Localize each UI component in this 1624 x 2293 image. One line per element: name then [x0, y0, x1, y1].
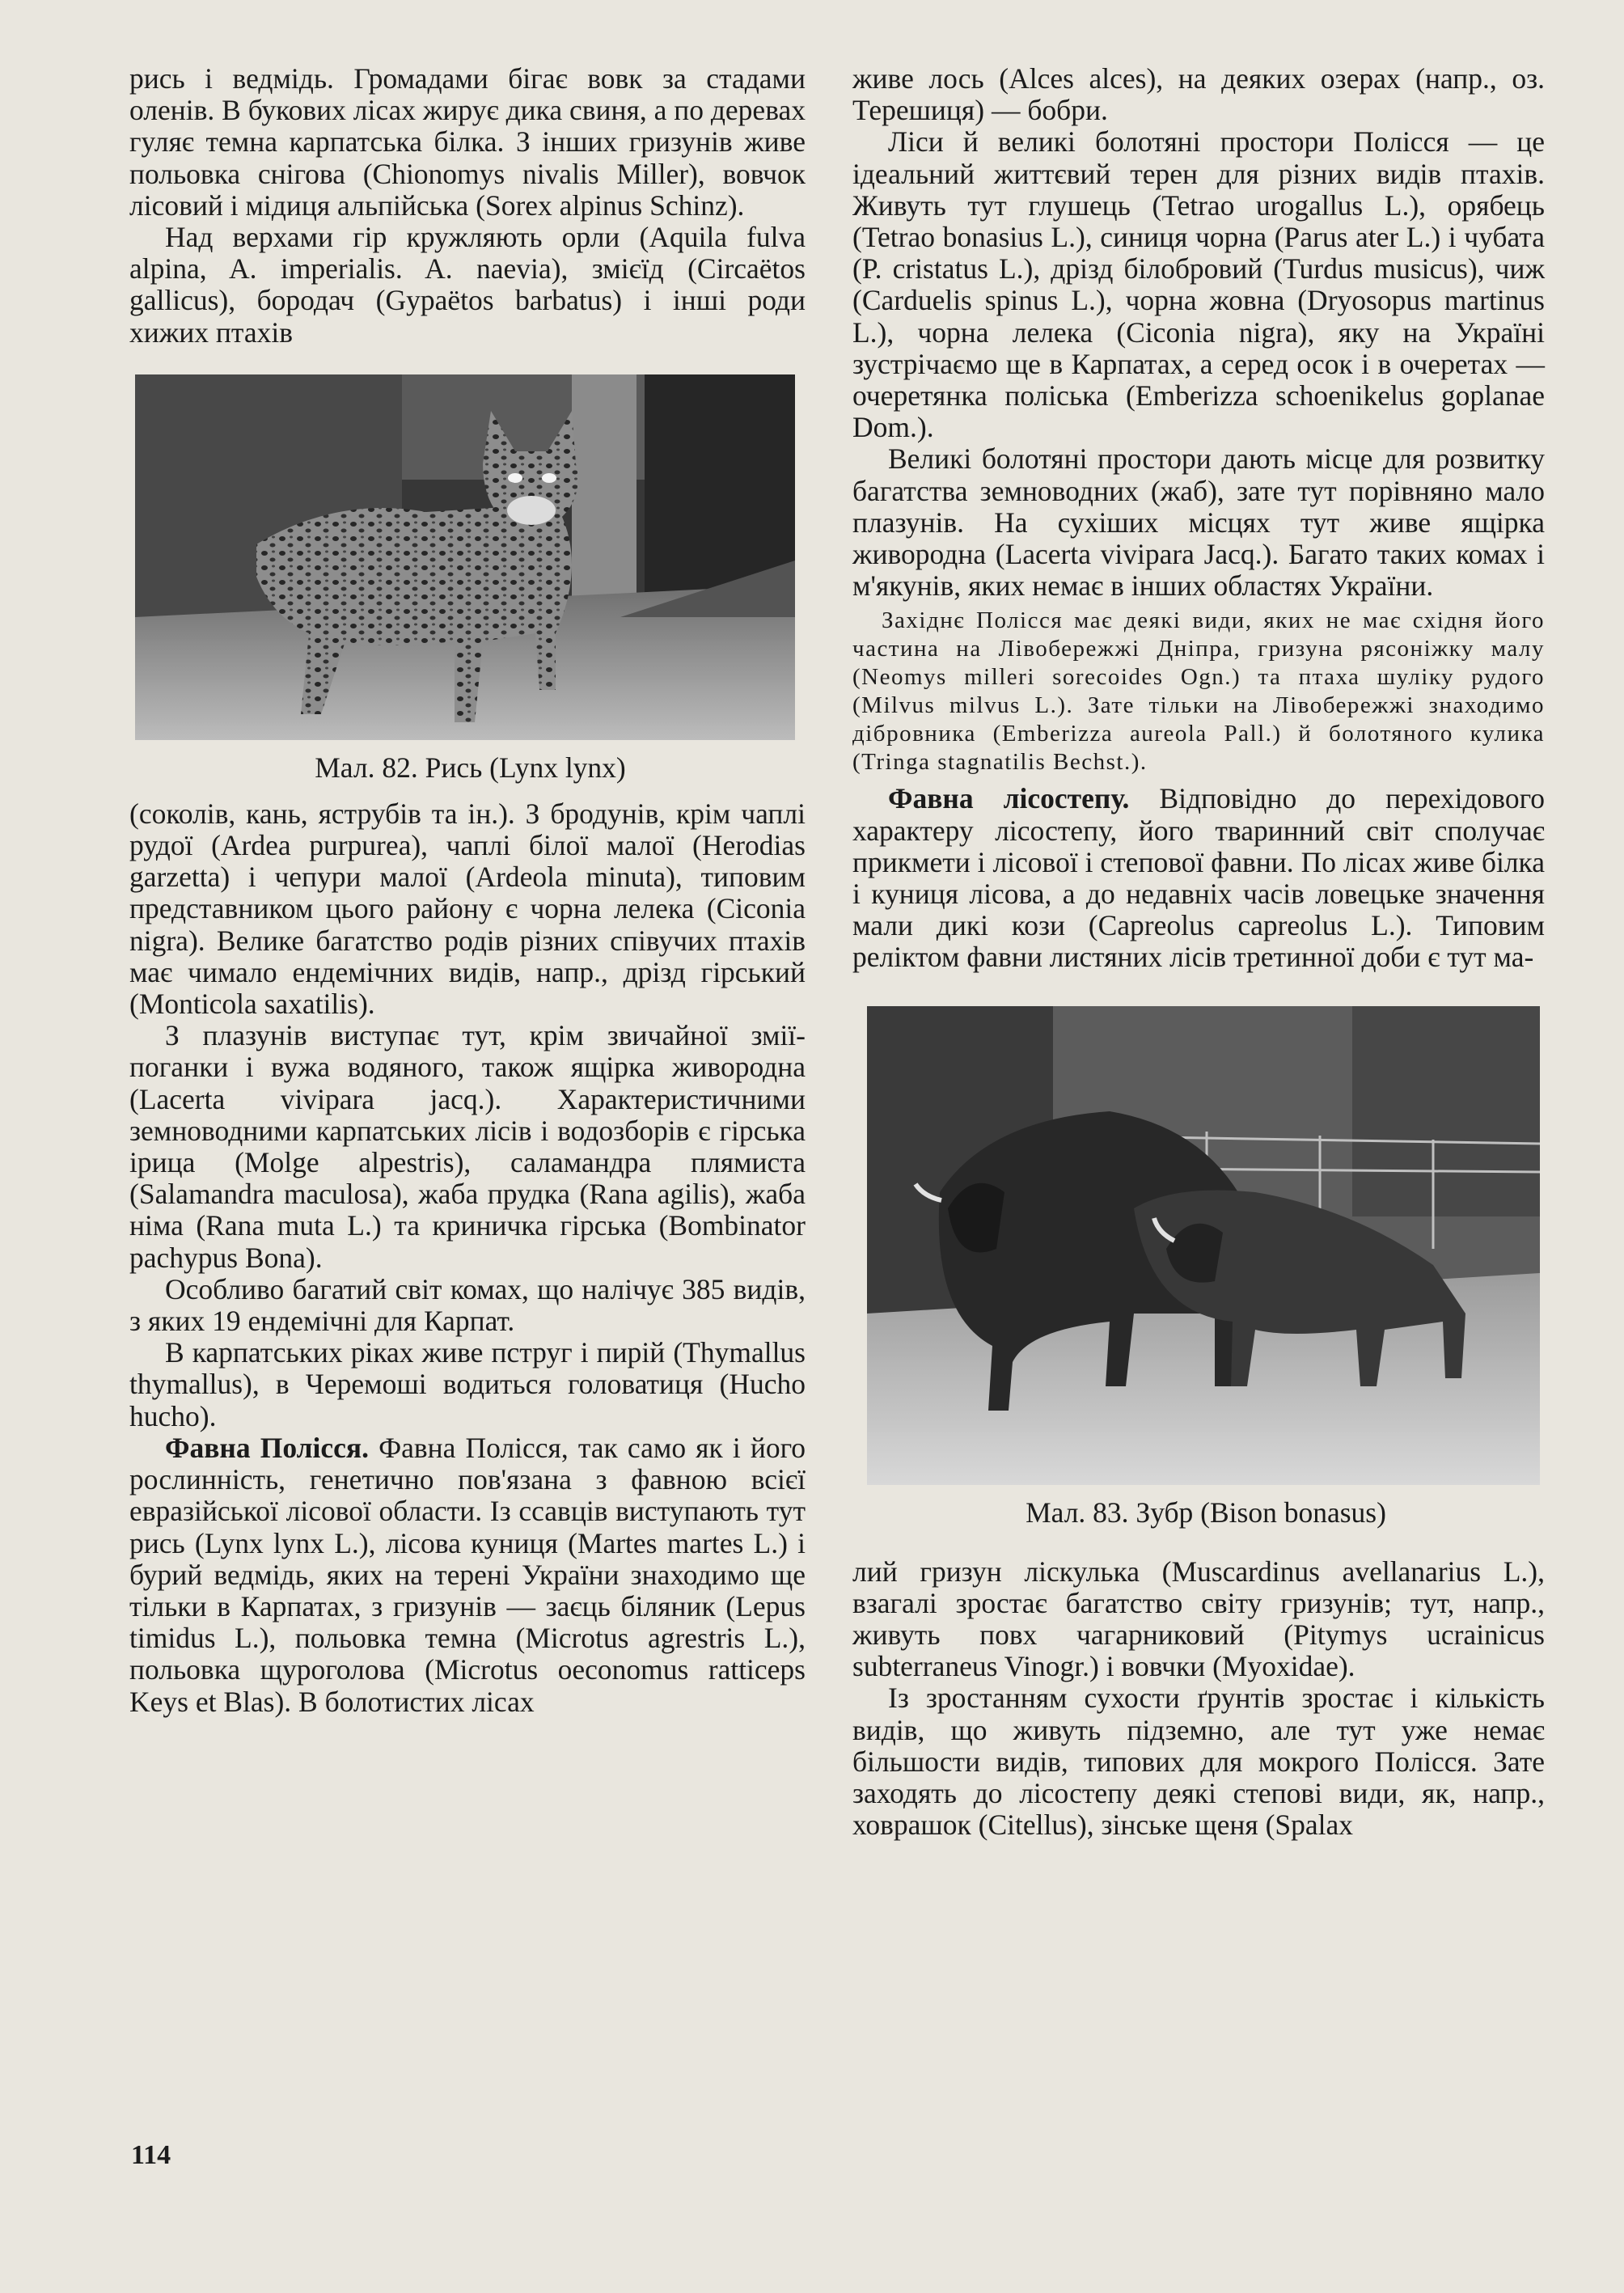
figure-caption: Мал. 83. Зубр (Bison bonasus) — [1026, 1496, 1386, 1529]
section-heading: Фавна лісостепу. — [888, 782, 1130, 815]
paragraph: З плазунів виступає тут, крім звичайної змії-поганки і вужа водяного, також ящірка живородна (Lacerta vivipara jacq.). Характеристичними земноводними карпатських лісів і водозборів є гірська ірица (Molge alpestris), саламандра плямиста (Salamandra maculosa), жаба прудка (Rana agilis), жаба німа (Rana muta L.) та криничка гірська (Bombinator pachypus Bona). — [129, 1019, 806, 1274]
lynx-photo — [135, 374, 795, 740]
paragraph — [129, 1432, 806, 1718]
page-number: 114 — [131, 2140, 171, 2170]
figure-lynx — [135, 374, 806, 784]
paragraph: Великі болотяні простори дають місце для розвитку багатства земноводних (жаб), зате тут порівняно мало плазунів. На сухіших місцях тут живе ящірка живородна (Lacerta vivipara Jacq.). Багато таких комах і м'якунів, яких немає в інших областях України. — [852, 442, 1545, 603]
section-heading: Фавна Полісся. — [165, 1431, 369, 1464]
paragraph — [852, 783, 1545, 973]
left-column — [129, 63, 806, 1718]
paragraph: (соколів, кань, яструбів та ін.). З бродунів, крім чаплі рудої (Ardea purpurea), чаплі білої малої (Herodias garzetta) і чепури малої (Ardeola minuta), типовим представником цього району є чорна лелека (Ciconia nigra). Велике багатство родів різних співучих птахів має чимало ендемічних видів, напр., дрізд гірський (Monticola saxatilis). — [129, 797, 806, 1021]
paragraph-text: Фавна Полісся, так само як і його рослинність, генетично пов'язана з фавною всієї евразійської лісової области. Із ссавців виступають тут рись (Lynx lynx L.), лісова куниця (Martes martes L.) і бурий ведмідь, яких на терені України знаходимо ще тільки в Карпатах, з гризунів — заєць біляник (Lepus timidus L.), польовка темна (Microtus agrestris L.), польовка щуроголова (Microtus oeconomus ratticeps Keys et Blas). В болотистих лісах — [129, 1431, 806, 1718]
bison-photo — [867, 1006, 1540, 1485]
paragraph-text: Відповідно до перехідового характеру лісостепу, його тваринний світ сполучає прикмети і лісової і степової фавни. По лісах живе білка і куниця лісова, а до недавніх часів ловецьке значення мали дикі кози (Capreolus capreolus L.). Типовим реліктом фавни листяних лісів третинної доби є тут ма- — [852, 782, 1545, 974]
paragraph: В карпатських ріках живе пструг і пирій (Thymallus thymallus), в Черемоші водиться головатиця (Hucho hucho). — [129, 1336, 806, 1432]
paragraph: рись і ведмідь. Громадами бігає вовк за стадами оленів. В букових лісах жирує дика свиня, а по деревах гуляє темна карпатська білка. З інших гризунів живе польовка снігова (Chionomys nivalis Miller), вовчок лісовий і мідиця альпійська (Sorex alpinus Schinz). — [129, 62, 806, 222]
right-column — [852, 63, 1545, 1842]
paragraph: живе лось (Alces alces), на деяких озерах (напр., оз. Терешиця) — бобри. — [852, 62, 1545, 127]
figure-caption: Мал. 82. Рись (Lynx lynx) — [315, 751, 626, 784]
paragraph: Особливо багатий світ комах, що налічує 385 видів, з яких 19 ендемічні для Карпат. — [129, 1272, 806, 1338]
small-print-paragraph: Західнє Полісся має деякі види, яких не має східня його частина на Лівобережжі Дніпра, гризуна рясоніжку малу (Neomys milleri sorecoides Ogn.) та птаха шуліку рудого (Milvus milvus L.). Зате тільки на Лівобережжі знаходимо дібровника (Emberizza aureola Pall.) й болотяного кулика (Tringa stagnatilis Bechst.). — [852, 607, 1545, 776]
paragraph: Із зростанням сухости ґрунтів зростає і кількість видів, що живуть підземно, але тут уже немає більшости видів, типових для мокрого Полісся. Зате заходять до лісостепу деякі степові види, як, напр., ховрашок (Citellus), зінське щеня (Spalax — [852, 1682, 1545, 1842]
paragraph: лий гризун ліскулька (Muscardinus avellanarius L.), взагалі зростає багатство світу гризунів; тут, напр., живуть повх чагарниковий (Pitymys ucrainicus subterraneus Vinogr.) і вовчки (Myoxidae). — [852, 1555, 1545, 1683]
paragraph: Ліси й великі болотяні простори Полісся — це ідеальний життєвий терен для різних видів птахів. Живуть тут глушець (Tetrao urogallus L.), орябець (Tetrao bonasius L.), синиця чорна (Parus ater L.) і чубата (P. cristatus L.), дрізд білобровий (Turdus musicus), чиж (Carduelis spinus L.), чорна жовна (Dryosopus martinus L.), чорна лелека (Ciconia nigra), яку на Україні зустрічаємо ще в Карпатах, а серед осок і в очеретах — очеретянка поліська (Emberizza schoenikelus goplanae Dom.). — [852, 125, 1545, 444]
figure-bison — [867, 1006, 1545, 1529]
paragraph: Над верхами гір кружляють орли (Aquila fulva alpina, A. imperialis. A. naevia), змієїд (Circaëtos gallicus), бородач (Gypaëtos barbatus) і інші роди хижих птахів — [129, 221, 806, 349]
